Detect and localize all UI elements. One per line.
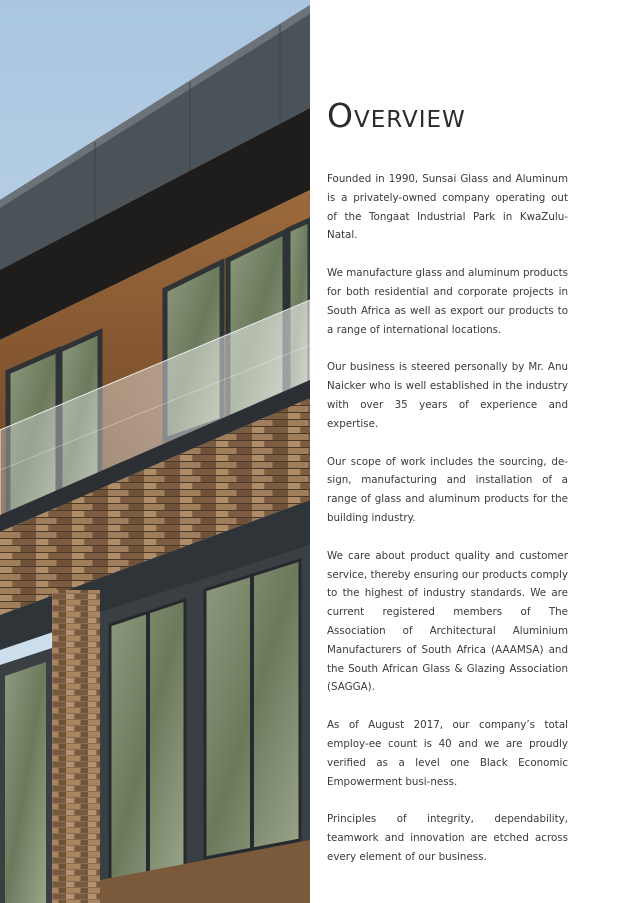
paragraph-quality: We care about product quality and customer service, thereby ensuring our products comply to the highest of industry standards. We are current registered members of The Association of Architectural Aluminium Manufacturers of South Africa (AAAMSA) and the South African Glass & Glazing Association (SAGGA). [327,549,568,694]
paragraph-scope: Our scope of work includes the sourcing, de-sign, manufacturing and installation of a range of glass and aluminum products for the building industry. [327,455,568,524]
building-facade-photo [0,0,310,903]
stone-column [52,590,100,903]
paragraph-employees: As of August 2017, our company’s total employ-ee count is 40 and we are proudly verified as a level one Black Economic Empowerment busi-ness. [327,719,568,788]
paragraph-products: We manufacture glass and aluminum products for both residential and corporate projects in South Africa as well as export our products to a range of international locations. [327,267,568,336]
paragraph-leadership: Our business is steered personally by Mr. Anu Naicker who is well established in the industry with over 35 years of experience and expertise. [327,361,568,430]
paragraph-founding: Founded in 1990, Sunsai Glass and Aluminum is a privately-owned company operating out of the Tongaat Industrial Park in KwaZulu-Natal. [327,173,568,242]
overview-section [327,96,568,886]
paragraph-principles: Principles of integrity, dependability, teamwork and innovation are etched across every element of our business. [327,813,568,863]
page-title: Overview [327,96,466,135]
